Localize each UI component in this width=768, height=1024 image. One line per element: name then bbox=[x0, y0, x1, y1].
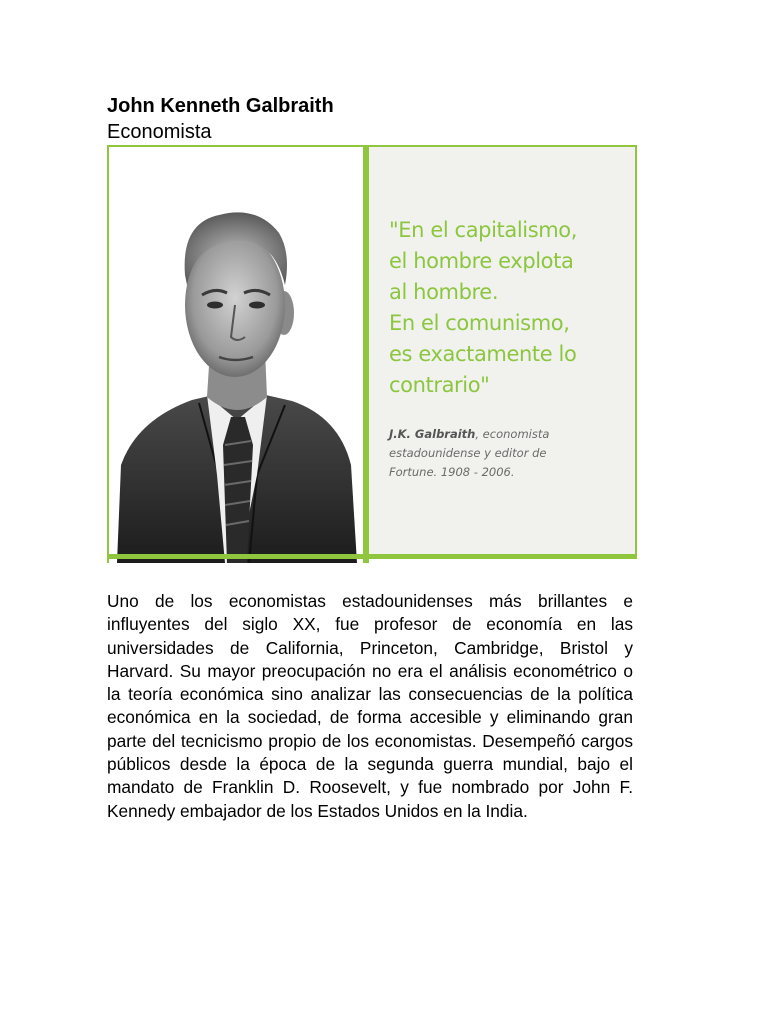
quote-panel bbox=[369, 147, 637, 554]
quote-line: En el comunismo, bbox=[389, 311, 570, 335]
credit-line-3: Fortune. 1908 - 2006. bbox=[389, 465, 515, 479]
credit-name: J.K. Galbraith bbox=[389, 427, 476, 441]
quote-text bbox=[389, 215, 634, 401]
quote-line: contrario" bbox=[389, 373, 490, 397]
person-name: John Kenneth Galbraith bbox=[107, 95, 334, 117]
frame-border-left bbox=[107, 145, 109, 563]
quote-line: el hombre explota bbox=[389, 249, 574, 273]
portrait-illustration bbox=[107, 145, 365, 563]
portrait-photo bbox=[107, 145, 365, 563]
quote-line: "En el capitalismo, bbox=[389, 218, 578, 242]
credit-line-1 bbox=[389, 425, 629, 444]
credit-rest: , economista bbox=[475, 427, 550, 441]
person-role: Economista bbox=[107, 121, 212, 143]
green-divider bbox=[363, 145, 369, 563]
quote-credit bbox=[389, 425, 629, 482]
frame-border-top bbox=[107, 145, 637, 147]
biography-paragraph: Uno de los economistas estadounidenses más brillantes e influyentes del siglo XX, fue profesor de economía en las universidades de California, Princeton, Cambridge, Bristol y Harvard. Su mayor preocupación no era el análisis econométrico o la teoría económica sino analizar las consecuencias de la política económica en la sociedad, de forma accesible y eliminando gran parte del tecnicismo propio de los economistas. Desempeñó cargos públicos desde la época de la segunda guerra mundial, bajo el mandato de Franklin D. Roosevelt, y fue nombrado por John F. Kennedy embajador de los Estados Unidos en la India. bbox=[107, 591, 633, 821]
quote-image bbox=[107, 145, 637, 563]
quote-line: es exactamente lo bbox=[389, 342, 577, 366]
credit-line-2: estadounidense y editor de bbox=[389, 446, 547, 460]
frame-border-bottom bbox=[107, 554, 637, 559]
quote-line: al hombre. bbox=[389, 280, 499, 304]
